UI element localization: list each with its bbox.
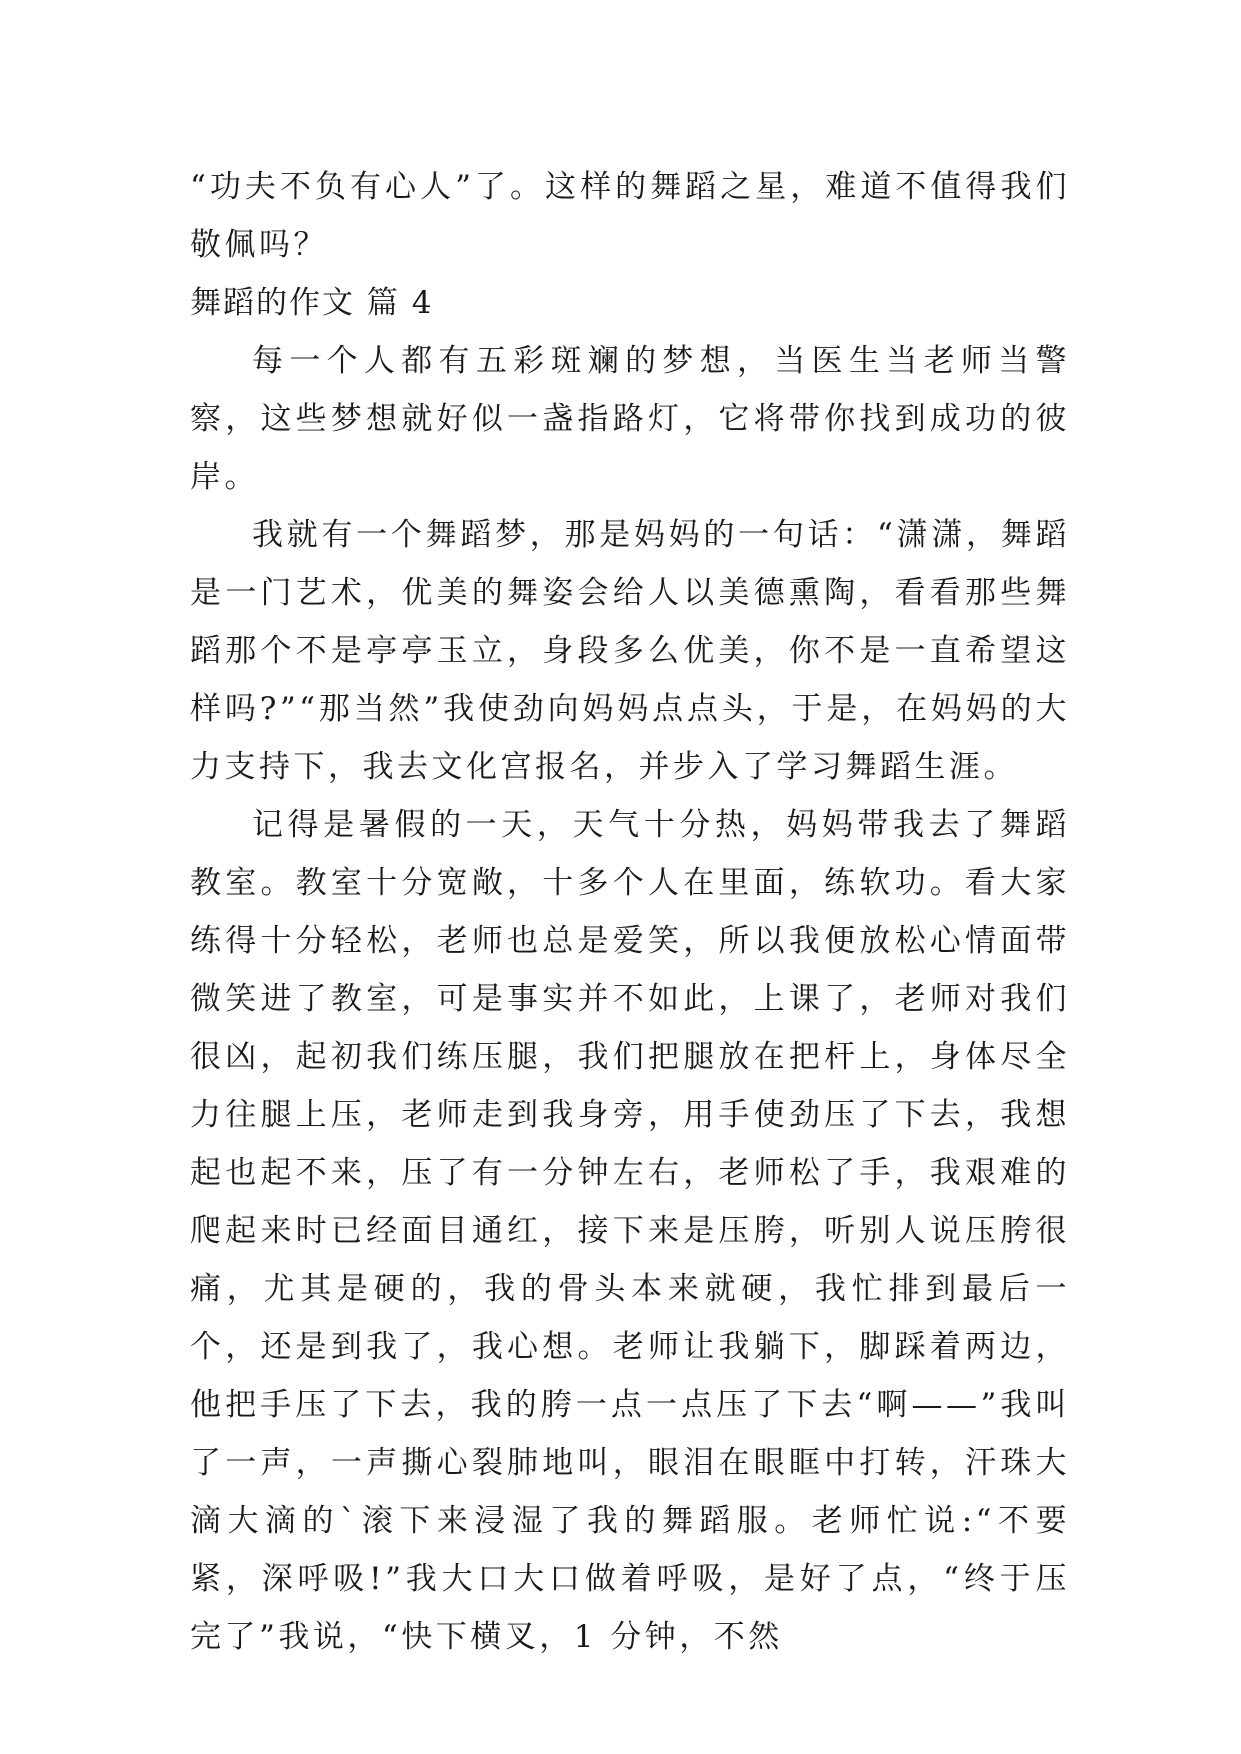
body-paragraph: 我就有一个舞蹈梦，那是妈妈的一句话：“潇潇，舞蹈是一门艺术，优美的舞姿会给人以美德熏陶，看看那些舞蹈那个不是亭亭玉立，身段多么优美，你不是一直希望这样吗?”“那当然”我使劲向妈妈点点头，于是，在妈妈的大力支持下，我去文化宫报名，并步入了学习舞蹈生涯。: [190, 517, 1070, 785]
section-heading: 舞蹈的作文 篇 4: [190, 285, 434, 321]
body-paragraph: 每一个人都有五彩斑斓的梦想，当医生当老师当警察，这些梦想就好似一盏指路灯，它将带你找到成功的彼岸。: [190, 343, 1070, 495]
body-paragraph: 记得是暑假的一天，天气十分热，妈妈带我去了舞蹈教室。教室十分宽敞，十多个人在里面，练软功。看大家练得十分轻松，老师也总是爱笑，所以我便放松心情面带微笑进了教室，可是事实并不如此，上课了，老师对我们很凶，起初我们练压腿，我们把腿放在把杆上，身体尽全力往腿上压，老师走到我身旁，用手使劲压了下去，我想起也起不来，压了有一分钟左右，老师松了手，我艰难的爬起来时已经面目通红，接下来是压胯，听别人说压胯很痛，尤其是硬的，我的骨头本来就硬，我忙排到最后一个，还是到我了，我心想。老师让我躺下，脚踩着两边，他把手压了下去，我的胯一点一点压了下去“啊——”我叫了一声，一声撕心裂肺地叫，眼泪在眼眶中打转，汗珠大滴大滴的`滚下来浸湿了我的舞蹈服。老师忙说:“不要紧，深呼吸!”我大口大口做着呼吸，是好了点，“终于压完了”我说，“快下横叉，1 分钟，不然: [190, 807, 1070, 1655]
document-body: [190, 158, 1070, 1666]
continuation-paragraph: “功夫不负有心人”了。这样的舞蹈之星，难道不值得我们敬佩吗？: [190, 169, 1070, 263]
